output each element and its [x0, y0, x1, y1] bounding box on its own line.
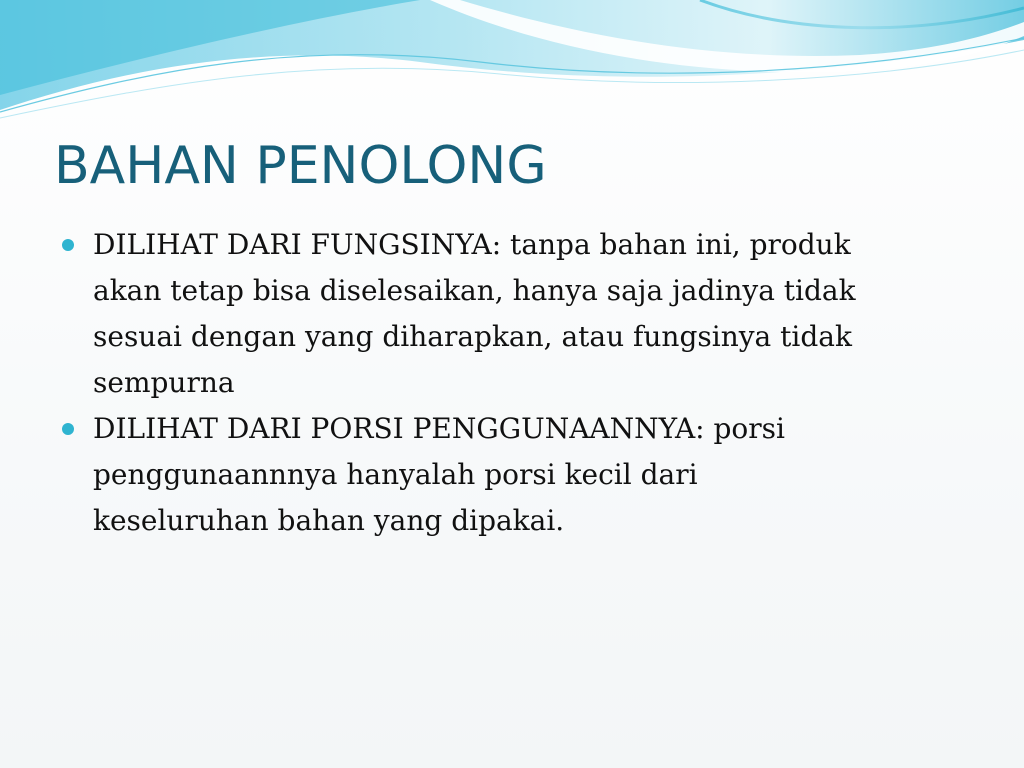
bullet-dot-icon: [62, 423, 74, 435]
bullet-item-fungsi: [62, 222, 962, 406]
bullet-text: DILIHAT DARI FUNGSINYA: tanpa bahan ini, produk akan tetap bisa diselesaikan, hanya saja jadinya tidak sesuai dengan yang diharapkan, atau fungsinya tidak sempurna: [93, 228, 856, 399]
slide-title: BAHAN PENOLONG: [54, 136, 547, 196]
bullet-item-porsi: [62, 406, 962, 544]
bullet-text: DILIHAT DARI PORSI PENGGUNAANNYA: porsi penggunaannnya hanyalah porsi kecil dari keseluruhan bahan yang dipakai.: [93, 412, 785, 537]
bullet-dot-icon: [62, 239, 74, 251]
bullet-list: [62, 222, 962, 544]
header-wave-decoration: [0, 0, 1024, 130]
